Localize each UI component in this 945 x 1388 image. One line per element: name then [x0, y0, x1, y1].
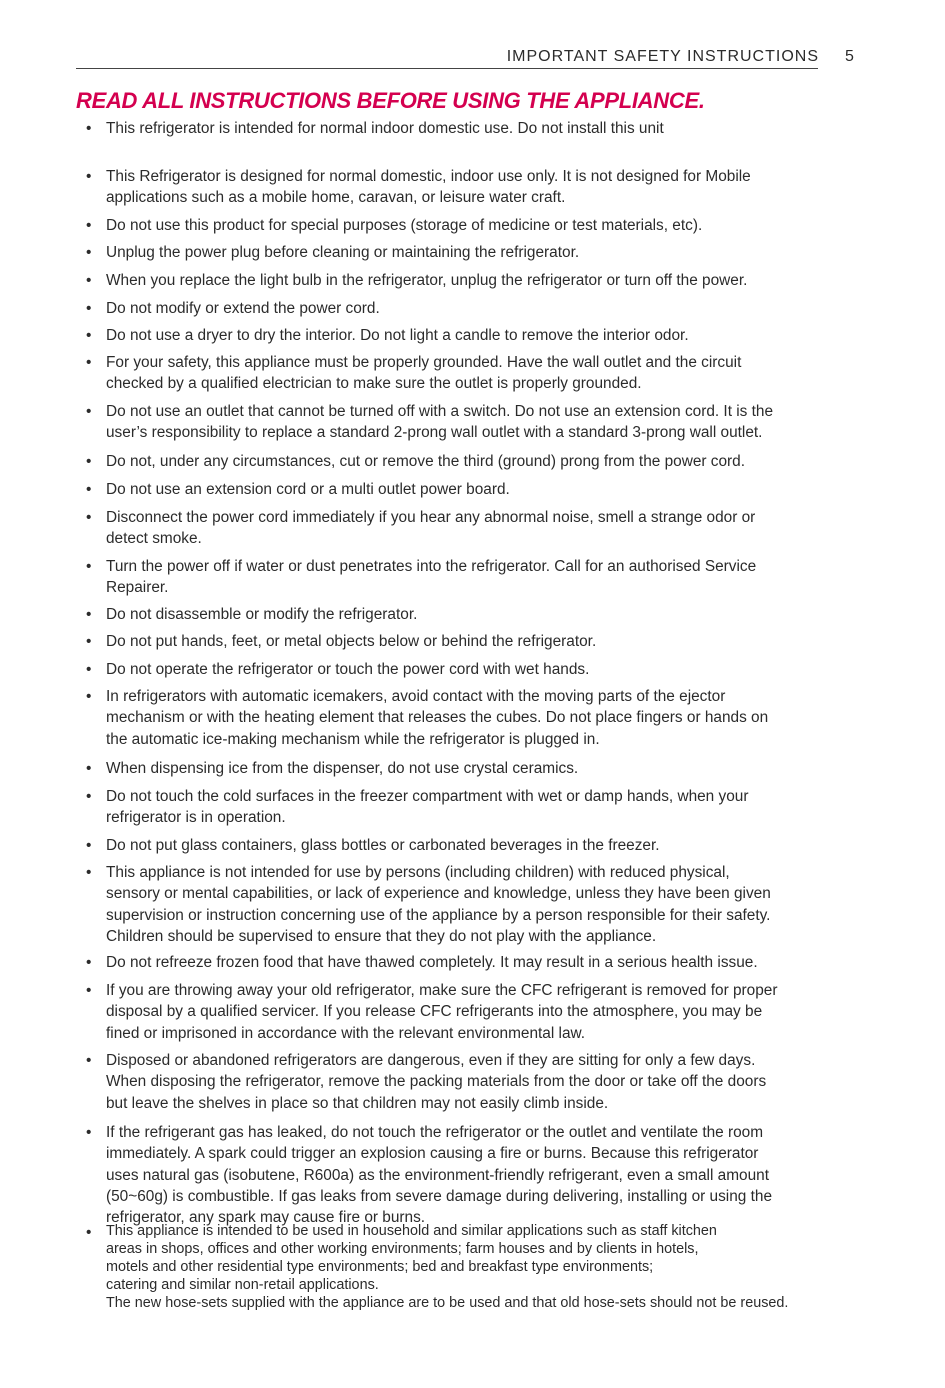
instruction-text: This refrigerator is intended for normal indoor domestic use. Do not install this unit	[106, 120, 664, 137]
bullet-icon: •	[86, 606, 92, 623]
list-item	[86, 325, 886, 346]
instruction-text: Do not put hands, feet, or metal objects below or behind the refrigerator.	[106, 633, 597, 650]
bullet-icon: •	[86, 864, 92, 881]
bullet-icon: •	[86, 509, 92, 526]
list-item	[86, 786, 886, 829]
bullet-icon: •	[86, 244, 92, 261]
instruction-text: This Refrigerator is designed for normal domestic, indoor use only. It is not designed for Mobile applications such as a mobile home, caravan, or leisure water craft.	[106, 168, 751, 207]
list-item	[86, 980, 886, 1044]
bullet-icon: •	[86, 837, 92, 854]
list-item	[86, 1122, 886, 1228]
instruction-text: Turn the power off if water or dust penetrates into the refrigerator. Call for an authorised Service Repairer.	[106, 558, 757, 597]
instruction-text: Do not use a dryer to dry the interior. Do not light a candle to remove the interior odor.	[106, 327, 689, 344]
bullet-icon: •	[86, 327, 92, 344]
list-item	[86, 835, 886, 856]
bullet-icon: •	[86, 558, 92, 575]
list-item	[86, 166, 886, 209]
list-item	[86, 352, 886, 395]
bullet-icon: •	[86, 120, 92, 137]
list-item	[86, 631, 886, 652]
bullet-icon: •	[86, 1124, 92, 1141]
header-divider	[76, 68, 818, 69]
instruction-text: Do not touch the cold surfaces in the freezer compartment with wet or damp hands, when your refrigerator is in operation.	[106, 788, 749, 827]
instruction-text: Disconnect the power cord immediately if you hear any abnormal noise, smell a strange odor or detect smoke.	[106, 509, 756, 548]
bullet-icon: •	[86, 688, 92, 705]
bullet-icon: •	[86, 661, 92, 678]
bullet-icon: •	[86, 272, 92, 289]
list-item	[86, 1050, 886, 1114]
instruction-text: Do not use an extension cord or a multi outlet power board.	[106, 481, 510, 498]
page-number: 5	[845, 48, 854, 65]
instruction-text: If the refrigerant gas has leaked, do not touch the refrigerator or the outlet and ventilate the room immediately. A spark could trigger an explosion causing a fire or burns. Because this refrigerator uses natural gas (isobutene, R600a) as the environment-friendly refrigerant, even a small amount (50~60g) is combustible. If gas leaks from severe damage during delivering, installing or using the refrigerator, any spark may cause fire or burns.	[106, 1124, 772, 1227]
instruction-text: Do not use this product for special purposes (storage of medicine or test materials, etc).	[106, 217, 703, 234]
bullet-icon: •	[86, 481, 92, 498]
list-item	[86, 451, 886, 472]
instruction-text: Disposed or abandoned refrigerators are dangerous, even if they are sitting for only a few days. When disposing the refrigerator, remove the packing materials from the door or take off the doors but leave the shelves in place so that children may not easily climb inside.	[106, 1052, 767, 1112]
list-item	[86, 401, 886, 444]
instruction-text: Do not use an outlet that cannot be turned off with a switch. Do not use an extension cord. It is the user’s responsibility to replace a standard 2-prong wall outlet with a standard 3-prong wall outlet.	[106, 403, 774, 442]
instruction-text: Do not put glass containers, glass bottles or carbonated beverages in the freezer.	[106, 837, 660, 854]
list-item	[86, 242, 886, 263]
instruction-text: Do not disassemble or modify the refrigerator.	[106, 606, 418, 623]
list-item	[86, 298, 886, 319]
instruction-text: Do not refreeze frozen food that have thawed completely. It may result in a serious health issue.	[106, 954, 758, 971]
list-item	[86, 659, 886, 680]
instruction-text: When you replace the light bulb in the refrigerator, unplug the refrigerator or turn off the power.	[106, 272, 748, 289]
list-item	[86, 604, 886, 625]
instruction-text: This appliance is not intended for use by persons (including children) with reduced physical, sensory or mental capabilities, or lack of experience and knowledge, unless they have been given supervision or instruction concerning use of the appliance by a person responsible for their safety. Children should be supervised to ensure that they do not play with the appliance.	[106, 864, 771, 945]
list-item	[86, 758, 886, 779]
list-item	[86, 479, 886, 500]
instruction-text: Do not, under any circumstances, cut or remove the third (ground) prong from the power cord.	[106, 453, 746, 470]
list-item	[86, 215, 886, 236]
list-item	[86, 686, 886, 750]
bullet-icon: •	[86, 982, 92, 999]
instruction-text: Do not modify or extend the power cord.	[106, 300, 380, 317]
bullet-icon: •	[86, 300, 92, 317]
list-item	[86, 952, 886, 973]
list-item	[86, 862, 886, 947]
bullet-icon: •	[86, 954, 92, 971]
list-item	[86, 270, 886, 291]
instruction-text: Unplug the power plug before cleaning or maintaining the refrigerator.	[106, 244, 580, 261]
list-item	[86, 507, 886, 550]
list-item	[86, 556, 886, 599]
bullet-icon: •	[86, 760, 92, 777]
list-item	[86, 1222, 886, 1312]
list-item	[86, 118, 886, 139]
bullet-icon: •	[86, 453, 92, 470]
bullet-icon: •	[86, 403, 92, 420]
bullet-icon: •	[86, 1224, 92, 1241]
bullet-icon: •	[86, 168, 92, 185]
bullet-icon: •	[86, 1052, 92, 1069]
instruction-text: Do not operate the refrigerator or touch the power cord with wet hands.	[106, 661, 590, 678]
bullet-icon: •	[86, 788, 92, 805]
page-heading: READ ALL INSTRUCTIONS BEFORE USING THE APPLIANCE.	[76, 88, 705, 113]
instruction-text: In refrigerators with automatic icemakers, avoid contact with the moving parts of the ejector mechanism or with the heating element that releases the cubes. Do not place fingers or hands on the automatic ice-making mechanism while the refrigerator is plugged in.	[106, 688, 769, 748]
section-title: IMPORTANT SAFETY INSTRUCTIONS	[506, 48, 819, 65]
instruction-text: This appliance is intended to be used in household and similar applications such as staff kitchen areas in shops, offices and other working environments; farm houses and by clients in hotels, motels and other residential type environments; bed and breakfast type environments; catering and similar non-retail applications. The new hose-sets supplied with the appliance are to be used and that old hose-sets should not be reused.	[106, 1223, 789, 1311]
bullet-icon: •	[86, 217, 92, 234]
instruction-text: For your safety, this appliance must be properly grounded. Have the wall outlet and the circuit checked by a qualified electrician to make sure the outlet is properly grounded.	[106, 354, 742, 393]
instruction-text: When dispensing ice from the dispenser, do not use crystal ceramics.	[106, 760, 579, 777]
instruction-text: If you are throwing away your old refrigerator, make sure the CFC refrigerant is removed for proper disposal by a qualified servicer. If you release CFC refrigerants into the atmosphere, you may be fined or imprisoned in accordance with the relevant environmental law.	[106, 982, 778, 1042]
bullet-icon: •	[86, 633, 92, 650]
bullet-icon: •	[86, 354, 92, 371]
